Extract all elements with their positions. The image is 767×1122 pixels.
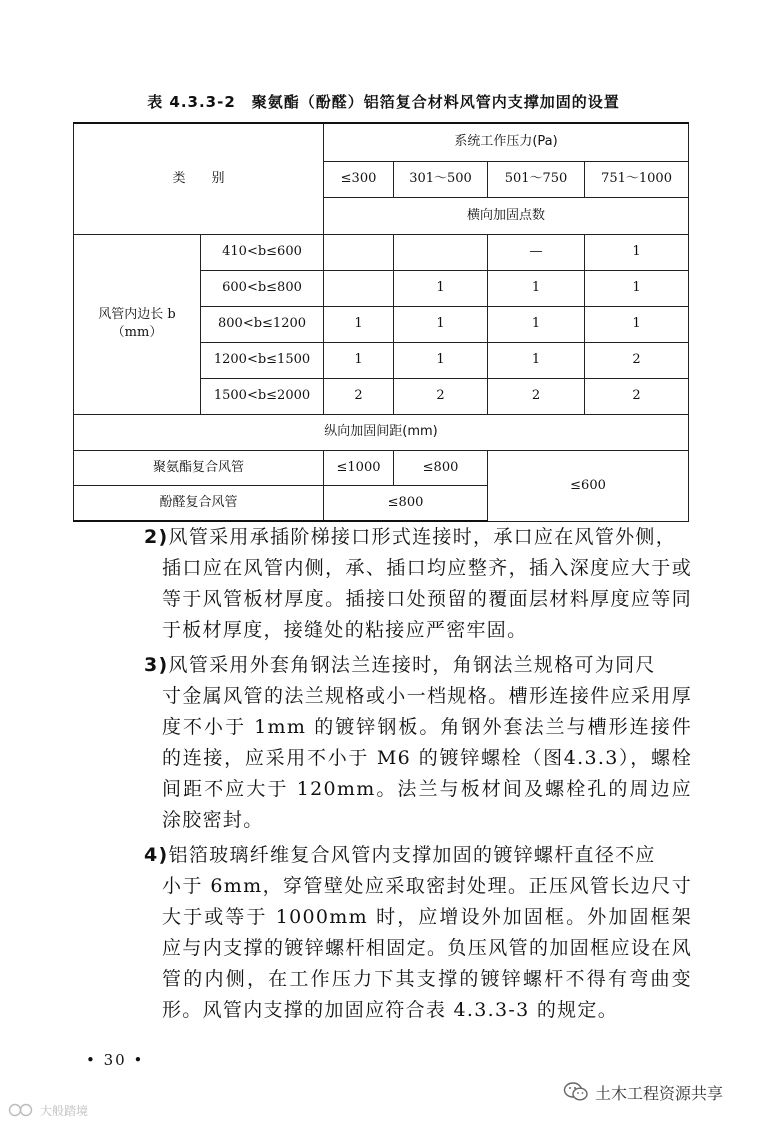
reinforcement-table bbox=[73, 122, 689, 522]
range-cell: 410<b≤600 bbox=[201, 234, 324, 270]
item-number: 3) bbox=[144, 654, 169, 676]
phenolic-duct-label: 酚醛复合风管 bbox=[74, 485, 324, 521]
logo-icon bbox=[8, 1102, 36, 1118]
pu-value-2: ≤800 bbox=[394, 450, 488, 485]
pressure-header: 系统工作压力(Pa) bbox=[324, 123, 689, 161]
value-cell bbox=[394, 234, 488, 270]
range-cell: 1200<b≤1500 bbox=[201, 342, 324, 378]
value-cell: — bbox=[488, 234, 585, 270]
value-cell: 2 bbox=[488, 378, 585, 414]
item-text: 插口应在风管内侧，承、插口均应整齐，插入深度应大于或等于风管板材厚度。插接口处预留的覆面层材料厚度应等同于板材厚度，接缝处的粘接应严密牢固。 bbox=[162, 557, 692, 641]
pu-duct-label: 聚氨酯复合风管 bbox=[74, 450, 324, 485]
range-cell: 1500<b≤2000 bbox=[201, 378, 324, 414]
item-text: 小于 6mm，穿管壁处应采取密封处理。正压风管长边尺寸大于或等于 1000mm 时，应增设外加固框。外加固框架应与内支撑的镀锌螺杆相固定。负压风管的加固框应设在风管的内侧，在工作压力下其支撑的镀锌螺杆不得有弯曲变形。风管内支撑的加固应符合表 4.3.3-3 的规定。 bbox=[162, 875, 692, 1021]
item-number: 2) bbox=[144, 526, 169, 548]
pressure-range: 501～750 bbox=[488, 161, 585, 197]
item-text: 寸金属风管的法兰规格或小一档规格。槽形连接件应采用厚度不小于 1mm 的镀锌钢板。角钢外套法兰与槽形连接件的连接，应采用不小于 M6 的镀锌螺栓（图4.3.3），螺栓间距不应大于 120mm。法兰与板材间及螺栓孔的周边应涂胶密封。 bbox=[162, 685, 692, 831]
side-length-label bbox=[74, 234, 201, 414]
paragraph-item bbox=[144, 840, 692, 1026]
item-number: 4) bbox=[144, 844, 169, 866]
body-text bbox=[144, 522, 692, 1030]
pressure-range: 301～500 bbox=[394, 161, 488, 197]
range-cell: 600<b≤800 bbox=[201, 270, 324, 306]
pressure-range: 751～1000 bbox=[585, 161, 689, 197]
watermark-right-text: 土木工程资源共享 bbox=[595, 1083, 724, 1103]
pu-value-1: ≤1000 bbox=[324, 450, 394, 485]
value-cell: 2 bbox=[324, 378, 394, 414]
paragraph-item bbox=[144, 650, 692, 836]
item-first-line: 风管采用承插阶梯接口形式连接时，承口应在风管外侧， bbox=[168, 526, 677, 548]
value-cell: 1 bbox=[585, 270, 689, 306]
page-number: • 30 • bbox=[86, 1051, 145, 1069]
item-first-line: 风管采用外套角钢法兰连接时，角钢法兰规格可为同尺 bbox=[168, 654, 656, 676]
side-length-label-line1: 风管内边长 b bbox=[98, 307, 176, 323]
range-cell: 800<b≤1200 bbox=[201, 306, 324, 342]
longitudinal-header: 纵向加固间距(mm) bbox=[74, 414, 689, 450]
value-cell: 1 bbox=[324, 306, 394, 342]
paragraph-item bbox=[144, 522, 692, 646]
value-cell: 1 bbox=[585, 306, 689, 342]
value-cell: 1 bbox=[394, 306, 488, 342]
value-cell: 1 bbox=[488, 306, 585, 342]
merged-spacing-value: ≤600 bbox=[488, 450, 689, 521]
phenolic-value: ≤800 bbox=[324, 485, 488, 521]
value-cell: 1 bbox=[394, 270, 488, 306]
value-cell bbox=[324, 234, 394, 270]
value-cell: 2 bbox=[585, 378, 689, 414]
value-cell: 1 bbox=[324, 342, 394, 378]
wechat-icon bbox=[563, 1081, 589, 1103]
watermark-right bbox=[563, 1080, 723, 1104]
value-cell: 2 bbox=[394, 378, 488, 414]
value-cell: 1 bbox=[488, 270, 585, 306]
value-cell: 2 bbox=[585, 342, 689, 378]
value-cell: 1 bbox=[585, 234, 689, 270]
transverse-header: 横向加固点数 bbox=[324, 197, 689, 234]
side-length-label-line2: （mm） bbox=[111, 325, 163, 340]
value-cell: 1 bbox=[394, 342, 488, 378]
pressure-range: ≤300 bbox=[324, 161, 394, 197]
item-first-line: 铝箔玻璃纤维复合风管内支撑加固的镀锌螺杆直径不应 bbox=[168, 844, 656, 866]
value-cell bbox=[324, 270, 394, 306]
watermark-left bbox=[8, 1100, 88, 1120]
table-caption: 表 4.3.3-2 聚氨酯（酚醛）铝箔复合材料风管内支撑加固的设置 bbox=[147, 93, 620, 111]
watermark-left-text: 大般踏境 bbox=[40, 1103, 89, 1118]
value-cell: 1 bbox=[488, 342, 585, 378]
category-header: 类 别 bbox=[74, 123, 324, 234]
